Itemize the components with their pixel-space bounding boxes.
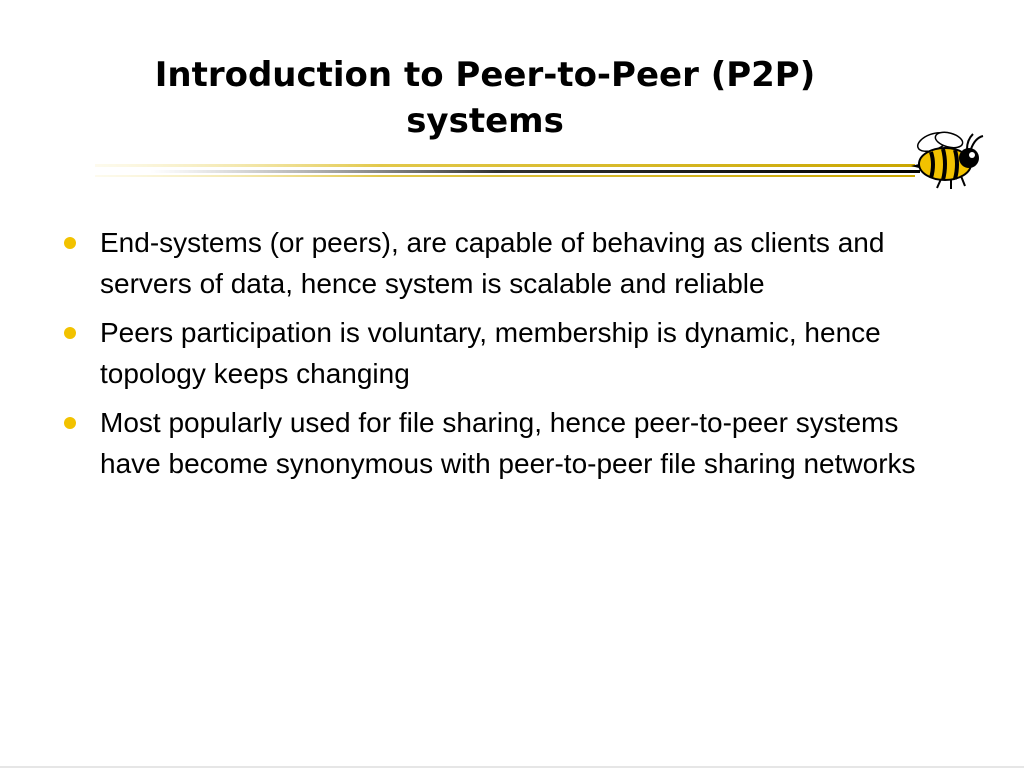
bullet-text: Peers participation is voluntary, membership is dynamic, hence topology keeps changing (100, 317, 881, 389)
bullet-dot-icon (64, 327, 76, 339)
bullet-text: End-systems (or peers), are capable of behaving as clients and servers of data, hence system is scalable and reliable (100, 227, 885, 299)
bullet-item (62, 402, 962, 484)
slide-title (60, 52, 910, 144)
title-line-2: systems (406, 101, 564, 141)
bullet-text: Most popularly used for file sharing, hence peer-to-peer systems have become synonymous with peer-to-peer file sharing networks (100, 407, 916, 479)
title-divider-rule (0, 152, 1024, 192)
bullet-dot-icon (64, 237, 76, 249)
yellow-jacket-bee-icon (905, 128, 985, 192)
bullet-item (62, 222, 962, 304)
bullet-item (62, 312, 962, 394)
title-line-1: Introduction to Peer-to-Peer (P2P) (154, 55, 816, 95)
bullet-list (62, 222, 962, 492)
bullet-dot-icon (64, 417, 76, 429)
